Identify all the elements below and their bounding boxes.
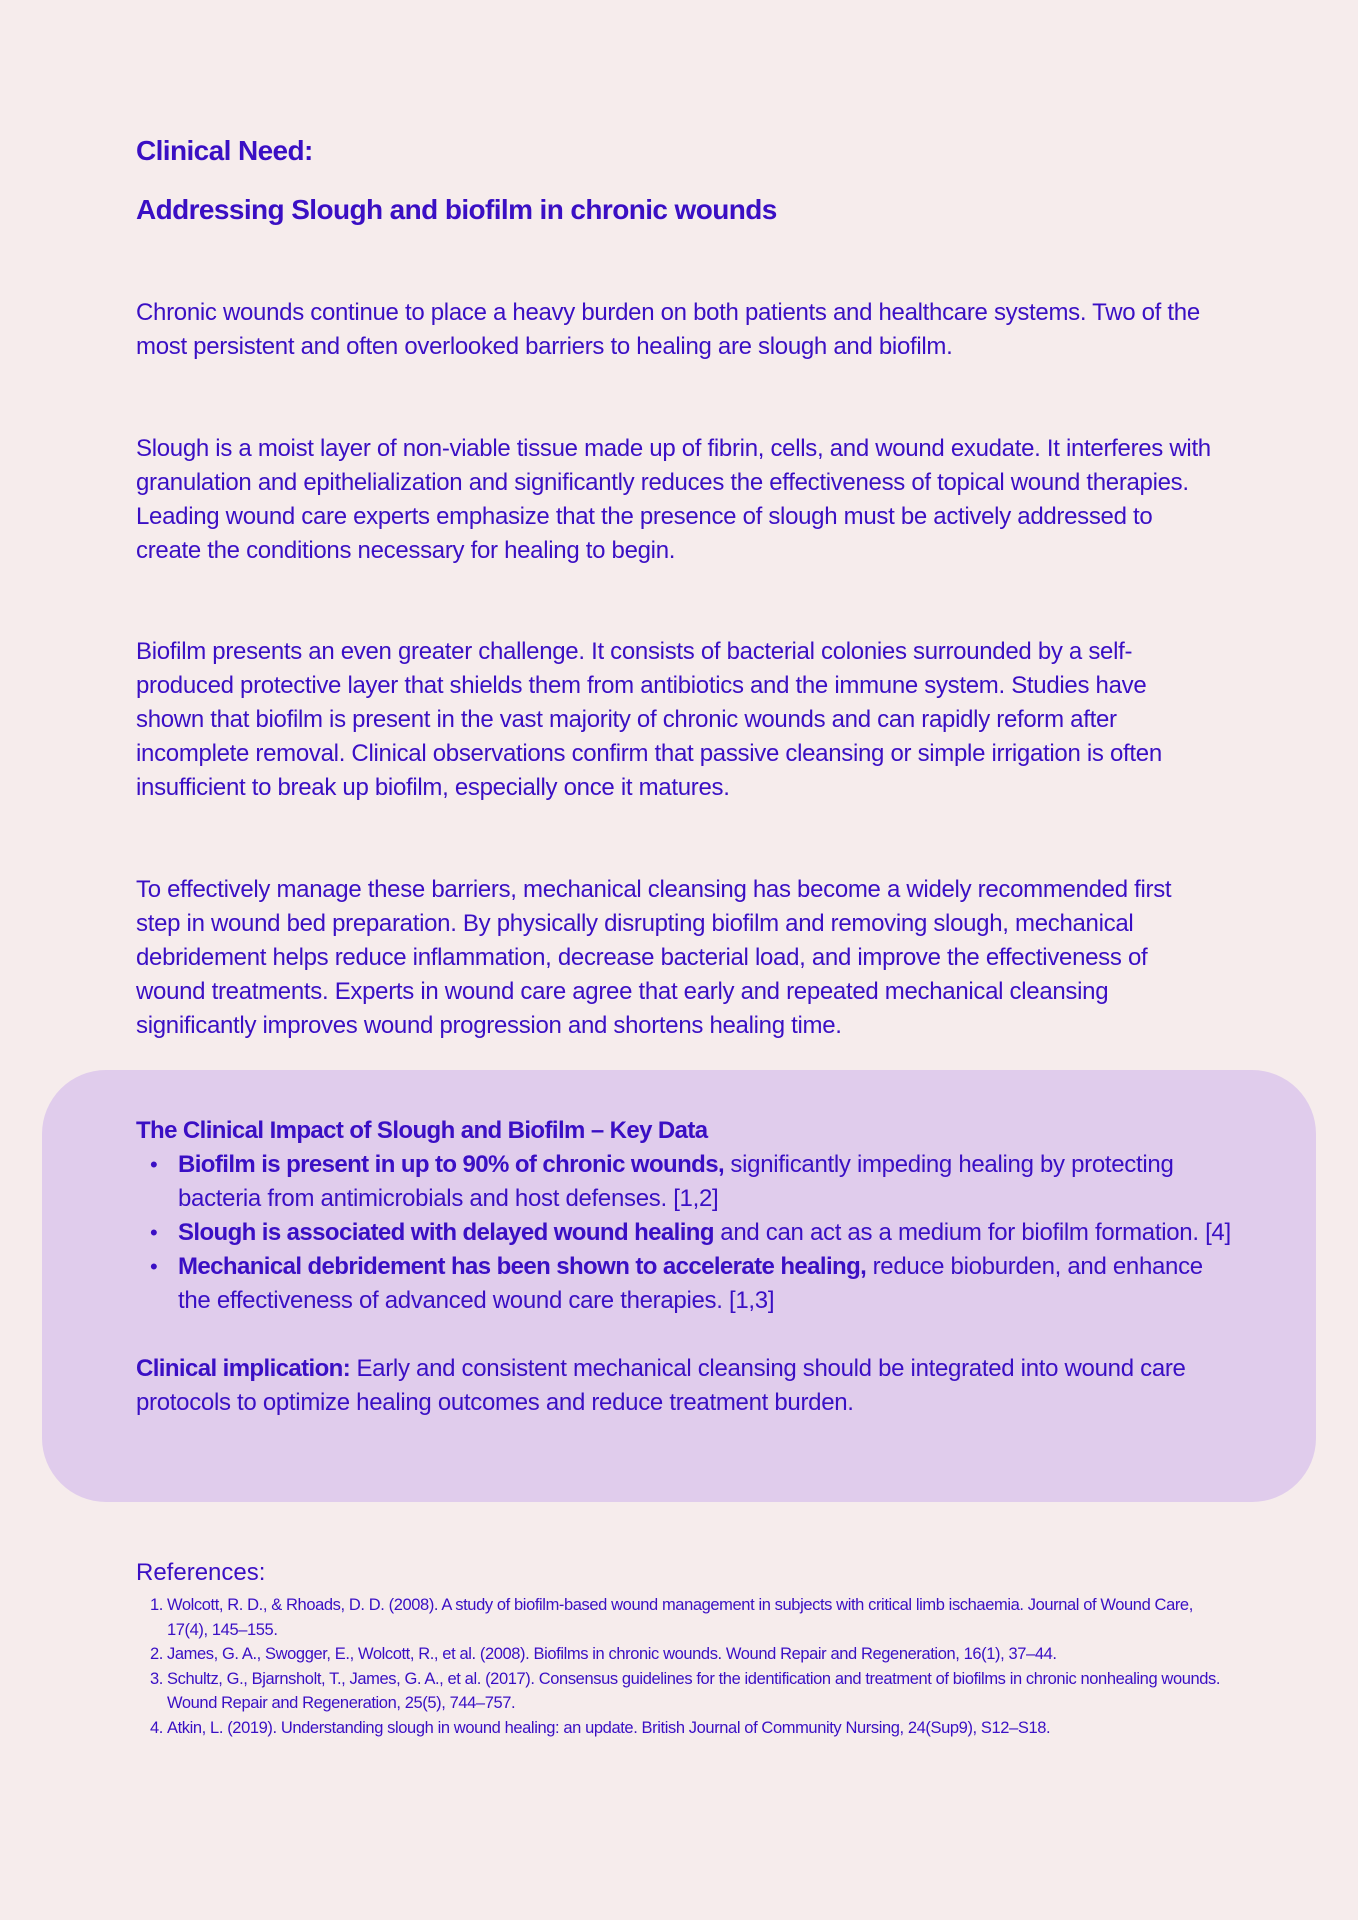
key-data-callout (42, 1070, 1316, 1502)
key-data-item-bold: Biofilm is present in up to 90% of chronic wounds, (178, 1151, 725, 1178)
reference-item (136, 1593, 1226, 1642)
reference-number: 4. (150, 1718, 163, 1737)
intro-paragraph: Chronic wounds continue to place a heavy burden on both patients and healthcare systems. Two of the most persistent and often overlooked barriers to healing are slough and biofilm. (136, 299, 1200, 360)
key-data-item-text: significantly impeding healing by protecting bacteria from antimicrobials and host defenses. [1,2] (178, 1151, 1174, 1212)
clinical-implication-label: Clinical implication: (136, 1355, 351, 1382)
references-list (136, 1593, 1226, 1740)
key-data-item (136, 1148, 1238, 1216)
key-data-item-text: and can act as a medium for biofilm formation. [4] (713, 1219, 1231, 1246)
key-data-item (136, 1216, 1238, 1250)
key-data-content (136, 1114, 1266, 1420)
key-data-heading: The Clinical Impact of Slough and Biofilm – Key Data (136, 1117, 708, 1144)
clinical-implication (136, 1352, 1266, 1420)
reference-item (136, 1667, 1226, 1716)
references-section (136, 1557, 1226, 1740)
references-heading: References: (136, 1559, 266, 1586)
key-data-item (136, 1250, 1238, 1318)
bullet-icon: • (150, 1152, 158, 1177)
slough-paragraph: Slough is a moist layer of non-viable tissue made up of fibrin, cells, and wound exudate. It interferes with granulation and epithelialization and significantly reduces the effectiveness of topical wound therapies. Leading wound care experts emphasize that the presence of slough must be actively addressed to create the conditions necessary for healing to begin. (136, 435, 1211, 564)
clinical-implication-text: Early and consistent mechanical cleansing should be integrated into wound care protocols to optimize healing outcomes and reduce treatment burden. (136, 1355, 1186, 1416)
key-data-item-bold: Slough is associated with delayed wound healing (178, 1219, 714, 1246)
reference-text: James, G. A., Swogger, E., Wolcott, R., et al. (2008). Biofilms in chronic wounds. Wound Repair and Regeneration, 16(1), 37–44. (167, 1645, 1057, 1663)
page-title: Clinical Need: (136, 135, 313, 166)
reference-text: Wolcott, R. D., & Rhoads, D. D. (2008). A study of biofilm-based wound management in subjects with critical limb ischaemia. Journal of Wound Care, 17(4), 145–155. (167, 1596, 1193, 1639)
reference-item (136, 1716, 1226, 1741)
reference-number: 2. (150, 1645, 163, 1663)
reference-number: 3. (150, 1669, 163, 1688)
bullet-icon: • (150, 1254, 158, 1279)
reference-item (136, 1642, 1226, 1667)
reference-number: 1. (150, 1596, 163, 1614)
key-data-list (136, 1148, 1266, 1318)
page-subtitle: Addressing Slough and biofilm in chronic wounds (136, 194, 777, 225)
key-data-item-bold: Mechanical debridement has been shown to accelerate healing, (178, 1253, 867, 1280)
reference-text: Atkin, L. (2019). Understanding slough in wound healing: an update. British Journal of Community Nursing, 24(Sup9), S12–S18. (167, 1718, 1051, 1737)
reference-text: Schultz, G., Bjarnsholt, T., James, G. A., et al. (2017). Consensus guidelines for the identification and treatment of biofilms in chronic nonhealing wounds. Wound Repair and Regeneration, 25(5), 744–757. (167, 1669, 1221, 1712)
bullet-icon: • (150, 1220, 158, 1245)
key-data-item-text: reduce bioburden, and enhance the effectiveness of advanced wound care therapies. [1,3] (178, 1253, 1203, 1314)
biofilm-paragraph: Biofilm presents an even greater challenge. It consists of bacterial colonies surrounded by a self-produced protective layer that shields them from antibiotics and the immune system. Studies have shown that biofilm is present in the vast majority of chronic wounds and can rapidly reform after incomplete removal. Clinical observations confirm that passive cleansing or simple irrigation is often insufficient to break up biofilm, especially once it matures. (136, 638, 1162, 801)
mechanical-cleansing-paragraph: To effectively manage these barriers, mechanical cleansing has become a widely recommended first step in wound bed preparation. By physically disrupting biofilm and removing slough, mechanical debridement helps reduce inflammation, decrease bacterial load, and improve the effectiveness of wound treatments. Experts in wound care agree that early and repeated mechanical cleansing significantly improves wound progression and shortens healing time. (136, 876, 1172, 1039)
